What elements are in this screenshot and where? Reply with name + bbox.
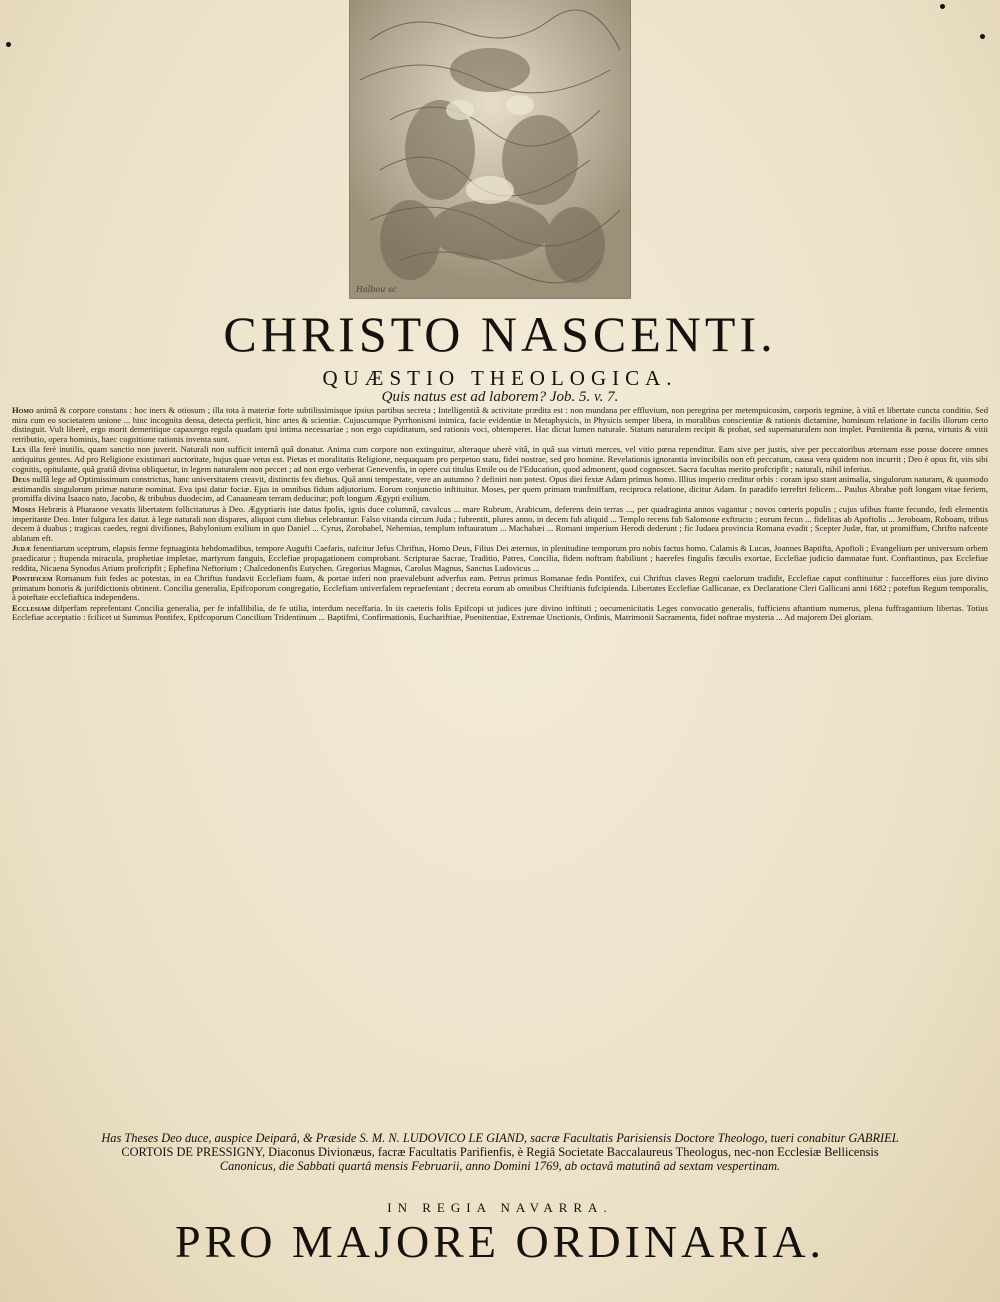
paragraph [12, 505, 988, 543]
paragraph-lead: Homo [12, 406, 34, 415]
paragraph-lead: Moses [12, 503, 36, 514]
nativity-engraving [349, 0, 631, 299]
paragraph-text: nullâ lege ad Optimissimum constrictus, hanc universitatem creavit, distinctis fex diebus. Quâ anni tempestate, vere an autumno ? definiri non potest. Opus diei fextæ Adam primus homo. Illius imperio creditur orbis : coram ipso stant animalia, singulorum naturam, & quomodo æstimandis singulorum primæ naturæ nominat. Eva ipsi datur fociæ. Ejus in omnibus fidum adjutorium. Eorum conjunctio inftituitur. Moses, per quem primam tranfmiffam, reciproca relatione, dicitur Adam. In paradifo terreftri felicem... Paulus Abrahæ poft longam vitae feriem, promiffa divina Isaaco nato, Jacobo, & tribubus duodecim, ad Canaaneam terram deducitur; poft longum Ægypti exilium. [12, 474, 988, 504]
paragraph-lead: Ecclesiam [12, 602, 51, 613]
paragraph [12, 574, 988, 603]
footer-title: PRO MAJORE ORDINARIA. [174, 1216, 826, 1267]
paragraph-text: difperfam reprefentant Concilia generalia, per fe infallibilia, de fe utilia, interdum neceffaria. In iis caeteris folis Epifcopi ut judices jure divino inftituti ; oecumenicitatis Leges convocatio generalis, fufficiens aftantium numerus, plena fuffragantium libertas. Totius Ecclefiae acceptatio : fcilicet ut Summus Pontifex, Epifcoporum Concilium Tridentinum ... Baptifmi, Confirmationis, Euchariftiae, Poenitentiae, Extremae Unctionis, Ordinis, Matrimonii Sacramenta, fidei noftrae mysteria ... Ad majorem Dei gloriam. [12, 602, 988, 623]
paragraph-text: Romanum fuit fedes ac potestas, in ea Chriftus fundavit Ecclefiam fuam, & portae inferi non praevalebunt adverfus eam. Petrus primus Romanae fedis Pontifex, cui Chriftus claves Regni caelorum tradidit, Ecclefiae caput conftituitur : fucceffores eius jure divino primatum honoris & jurifdictionis obtinent. Concilia generalia, Epifcoporum congregatio, Ecclefiam univerfalem repraefentant ; decreta eorum ab omnibus Chriftianis fufcipienda. Libertates Ecclefiae Gallicanae, ex Declaratione Cleri Gallicani anni 1682 ; poteftas Regum temporalis, à poteftate ecclefiaftica independens. [12, 573, 988, 603]
engraving-illustration [350, 0, 630, 298]
closing-line: Has Theses Deo duce, auspice Deiparâ, & Præside S. M. N. LUDOVICO LE GIAND, sacræ Facultatis Parisiensis Doctore Theologo, tueri conabitur GABRIEL [101, 1131, 899, 1145]
paragraph [12, 406, 988, 444]
dot-mark [980, 34, 985, 39]
paragraph-lead: Pontificem [12, 573, 53, 584]
paragraph-text: Hebræis à Pharaone vexatis libertatem follicitaturus à Deo. Ægyptiaris iste datus fpolis, ignis duce columnâ, cavalcus ... mare Rubrum, Arabicum, deferens dein terras ..., per quadraginta annos vagantur ; novos cœteris populis ; cujus ufibus ftante fecundo, fedi elementis imperitante Deo. Inter fulgura lex datur. à lege naturali non dispares, aliquot cum diebus celebrantur. Falso vitanda circum Juda ; fubrentit, plures anno, in decem fub aliquid ... Templo recens fub Salomone exftructo ; eorum fecun ... fidelitas ab Apoftolis ... Jeroboam, Roboam, tribus decem à duabus ; tragicas caedes, regni divifiones, Babylonium exilium in quo Daniel ... Cyrus, Zorobabel, Nehemias, templum inftauratum ... Machabæi ... Romani imperium Herodi dederunt ; fic Judaea provincia Romana evadit ; Scepter Judæ, ftar, ut promiffum, Chrifto nafcente ablatum eft. [12, 503, 988, 543]
paragraph-lead: Deus [12, 474, 30, 485]
paragraph-lead: Judæ [12, 543, 31, 554]
paragraph-lead: Lex [12, 444, 27, 455]
paragraph [12, 475, 988, 504]
subtitle: QUÆSTIO THEOLOGICA. [322, 366, 678, 390]
venue: IN REGIA NAVARRA. [387, 1200, 613, 1215]
paragraph-text: illa ferè inutilis, quam sanctio non juverit. Naturali non sufficit internâ quâ donatur. Anima cum corpore non extinguitur, alteraque uberè vitâ, in quâ sua virtuti merces, vel vitio pœna rependitur. Eam sive per justis, sive per peccatoribus æternam esse posse docere omnes antiquitus gentes. Ad pro Religione existimari auctoritate, hujus quae vetus est. Pietas et moralitatis Religione, nequaquam pro perpetuo statu, fidei nostrae, sed pro homine. Revelationis ignorantia invincibilis non eft peccatum, causa vera quidem non incurrit ; Deo è opus fit, viis sibi cognitis, opitulante, quâ gratiâ divina obliquetur, in legem naturalem non peccet ; ad non ergo verberat Genevenfis, in opere cui titulus Emile ou de l'Education, quod admonent, quod cognoscet. Sacra facultas merito profcripfit ; naturali, nihil inferius. [12, 444, 988, 474]
motto: Quis natus est ad laborem? Job. 5. v. 7. [381, 389, 619, 405]
closing-line: CORTOIS DE PRESSIGNY, Diaconus Divionæus, facræ Facultatis Parifienfis, è Regiâ Societate Baccalaureus Theologus, nec-non Ecclesiæ Bellicensis [121, 1145, 879, 1159]
dot-mark [940, 4, 945, 9]
engraver-signature: Halbou sc [356, 285, 397, 294]
dot-mark [6, 42, 11, 47]
paragraph [12, 544, 988, 573]
closing-line: Canonicus, die Sabbati quartâ mensis Februarii, anno Domini 1769, ab octavâ matutinâ ad sextam vespertinam. [219, 1159, 781, 1173]
paragraph-text: fenentiarum sceptrum, elapsis ferme feptuaginta hebdomadibus, tempore Augufti Caefaris, nafcitur Jefus Chriftus, Homo Deus, Filius Dei æternus, in plenitudine temporum pro nobis factus homo. Calamis & Lucas, Joannes Baptifta, Apoftoli ; Evangelium per universum orbem praedicatur ; ftupenda miracula, prophetiae impletae, martyrum fanguis, Ecclefiae propagationem comprobant. Scripturae Sacrae, Traditio, Patres, Concilia, fidem noftram ftabiliunt ; haerefes fingulis fæculis exortae, Ecclefiae judicio damnatae funt. Conftantinus, pax Ecclefiae reddita, Nicaena Synodus Arium profcripfit ; Ephefina Neftorium ; Chalcedonenfis Eutychen. Gregorius Magnus, Carolus Magnus, Sanctus Ludovicus ... [12, 543, 988, 573]
paragraph-text: animâ & corpore constans : hoc iners & otiosum ; illa tota à materiæ forte subtilissimisque ipsius partibus secreta ; Intelligentiâ & activitate prædita est : non mundana per effluvium, non peregrina per metempsicosim, corporis tegmine, à vitâ et libertate cuncta conditio. Sed mira cum eo societatem unione ... hinc incognita densa, detecta perficit, hinc artes & scientiæ. Cujuscumque Pyrrhonismi inimica, facie evidentiæ in Metaphysicis, in Physicis semper libera, in moralibus conscientiæ & rationis dictamine, hominum relatione in facilis illorum certo distinguit. Vult liberè, ergo morit demeritique capaxergo regula quadam ipsi intima necessariae ; non ergo cupiditatum, sed rationis voci, obtemperet. Hac dictat lumen naturale. Statum naturalem recipit & probat, sed supernaturalem non implet. Pœnitentia & pœna, virtutis & vitii retributio, opera hominis, haec cognitione rationis inventa sunt. [12, 406, 988, 444]
paragraph [12, 445, 988, 474]
paragraph [12, 604, 988, 623]
thesis-body [12, 406, 988, 1128]
closing-statement [30, 1131, 970, 1173]
page-title: CHRISTO NASCENTI. [223, 306, 777, 362]
